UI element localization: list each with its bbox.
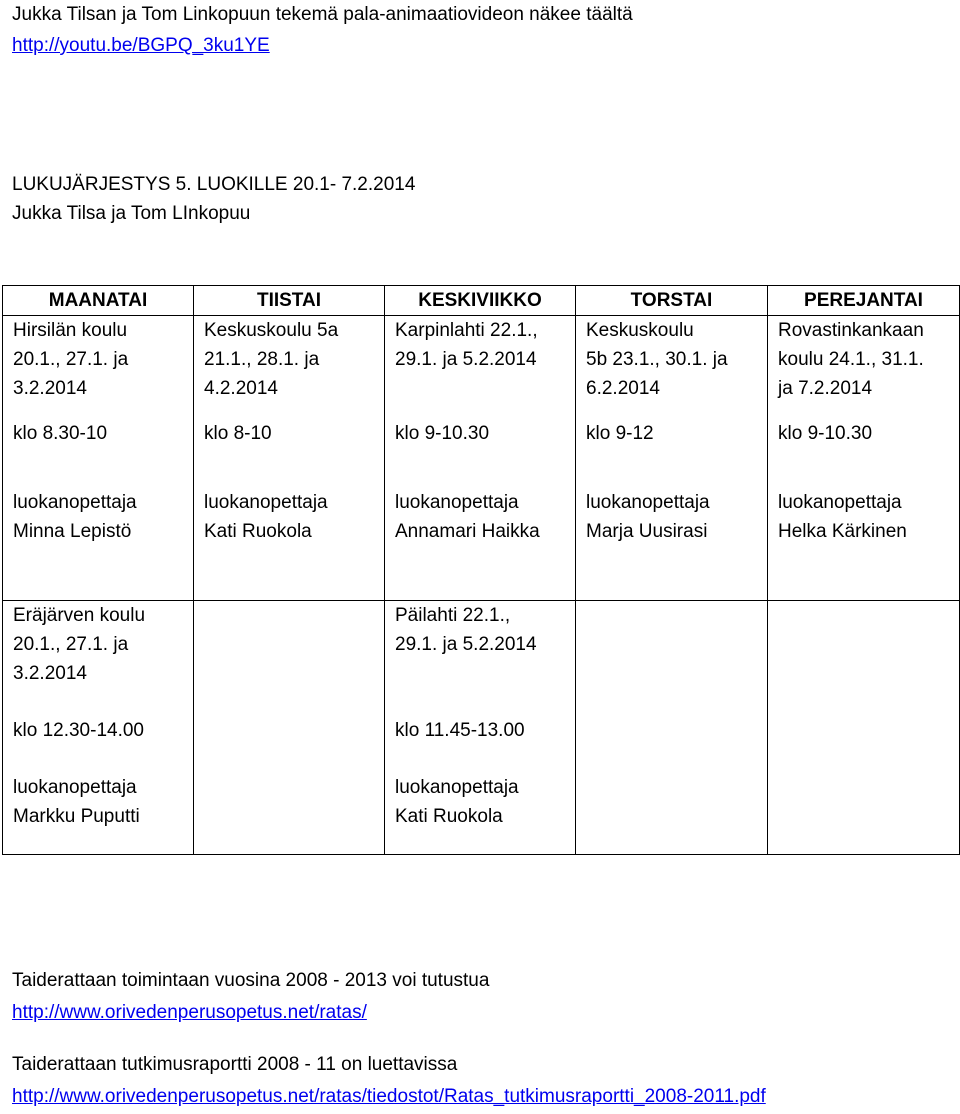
teacher-title: luokanopettaja bbox=[778, 492, 902, 513]
school-line: Rovastinkankaan bbox=[778, 320, 924, 341]
header-row bbox=[3, 286, 960, 316]
teacher-name: Markku Puputti bbox=[13, 806, 140, 827]
schedule-cell-monday bbox=[3, 316, 194, 601]
teacher-title: luokanopettaja bbox=[586, 492, 710, 513]
schedule-cell-thursday bbox=[576, 316, 768, 601]
schedule-row bbox=[3, 316, 960, 601]
day-header: MAANATAI bbox=[3, 286, 194, 316]
school-line: 5b 23.1., 30.1. ja bbox=[586, 349, 728, 370]
day-header: PEREJANTAI bbox=[768, 286, 960, 316]
time-text: klo 9-12 bbox=[586, 423, 654, 444]
schedule-cell-wednesday bbox=[385, 316, 576, 601]
day-header: KESKIVIIKKO bbox=[385, 286, 576, 316]
school-line: koulu 24.1., 31.1. bbox=[778, 349, 924, 370]
time-text: klo 9-10.30 bbox=[395, 423, 490, 444]
school-line: 6.2.2014 bbox=[586, 378, 660, 399]
school-line: 29.1. ja 5.2.2014 bbox=[395, 349, 537, 370]
school-line: 3.2.2014 bbox=[13, 378, 87, 399]
schedule-cell-thursday-empty bbox=[576, 601, 768, 855]
school-line: 3.2.2014 bbox=[13, 663, 87, 684]
teacher-title: luokanopettaja bbox=[13, 492, 137, 513]
teacher-name: Kati Ruokola bbox=[204, 521, 312, 542]
ratas-link[interactable]: http://www.orivedenperusopetus.net/ratas/ bbox=[12, 1002, 367, 1023]
time-text: klo 12.30-14.00 bbox=[13, 720, 144, 741]
intro-text: Jukka Tilsan ja Tom Linkopuun tekemä pala-animaatiovideon näkee täältä bbox=[12, 4, 633, 25]
schedule-cell-tuesday bbox=[194, 316, 385, 601]
teacher-name: Minna Lepistö bbox=[13, 521, 132, 542]
day-header: TIISTAI bbox=[194, 286, 385, 316]
school-line: 20.1., 27.1. ja bbox=[13, 349, 129, 370]
school-line: ja 7.2.2014 bbox=[778, 378, 873, 399]
schedule-cell-friday bbox=[768, 316, 960, 601]
teacher-name: Helka Kärkinen bbox=[778, 521, 907, 542]
schedule-cell-wednesday bbox=[385, 601, 576, 855]
schedule-table bbox=[2, 285, 960, 855]
page-title: LUKUJÄRJESTYS 5. LUOKILLE 20.1- 7.2.2014 bbox=[12, 174, 416, 195]
report-link[interactable]: http://www.orivedenperusopetus.net/ratas/tiedostot/Ratas_tutkimusraportti_2008-2011.pdf bbox=[12, 1086, 766, 1107]
teacher-name: Marja Uusirasi bbox=[586, 521, 708, 542]
school-line: 20.1., 27.1. ja bbox=[13, 634, 129, 655]
time-text: klo 11.45-13.00 bbox=[395, 720, 525, 741]
time-text: klo 8-10 bbox=[204, 423, 272, 444]
school-line: 21.1., 28.1. ja bbox=[204, 349, 320, 370]
teacher-name: Annamari Haikka bbox=[395, 521, 540, 542]
school-line: Päilahti 22.1., bbox=[395, 605, 511, 626]
school-line: 29.1. ja 5.2.2014 bbox=[395, 634, 537, 655]
teacher-title: luokanopettaja bbox=[395, 492, 519, 513]
schedule-cell-friday-empty bbox=[768, 601, 960, 855]
footer-text-1: Taiderattaan toimintaan vuosina 2008 - 2013 voi tutustua bbox=[12, 970, 490, 991]
time-text: klo 8.30-10 bbox=[13, 423, 108, 444]
school-line: Keskuskoulu bbox=[586, 320, 694, 341]
footer-text-2: Taiderattaan tutkimusraportti 2008 - 11 on luettavissa bbox=[12, 1054, 458, 1075]
teacher-title: luokanopettaja bbox=[13, 777, 137, 798]
school-line: Hirsilän koulu bbox=[13, 320, 128, 341]
video-link[interactable]: http://youtu.be/BGPQ_3ku1YE bbox=[12, 35, 270, 56]
authors-line: Jukka Tilsa ja Tom LInkopuu bbox=[12, 203, 251, 224]
day-header: TORSTAI bbox=[576, 286, 768, 316]
schedule-row bbox=[3, 601, 960, 855]
teacher-name: Kati Ruokola bbox=[395, 806, 503, 827]
school-line: Keskuskoulu 5a bbox=[204, 320, 339, 341]
schedule-cell-tuesday-empty bbox=[194, 601, 385, 855]
teacher-title: luokanopettaja bbox=[204, 492, 328, 513]
school-line bbox=[395, 374, 575, 403]
school-line: Eräjärven koulu bbox=[13, 605, 146, 626]
teacher-title: luokanopettaja bbox=[395, 777, 519, 798]
school-line: Karpinlahti 22.1., bbox=[395, 320, 538, 341]
schedule-cell-monday bbox=[3, 601, 194, 855]
school-line: 4.2.2014 bbox=[204, 378, 278, 399]
time-text: klo 9-10.30 bbox=[778, 423, 873, 444]
